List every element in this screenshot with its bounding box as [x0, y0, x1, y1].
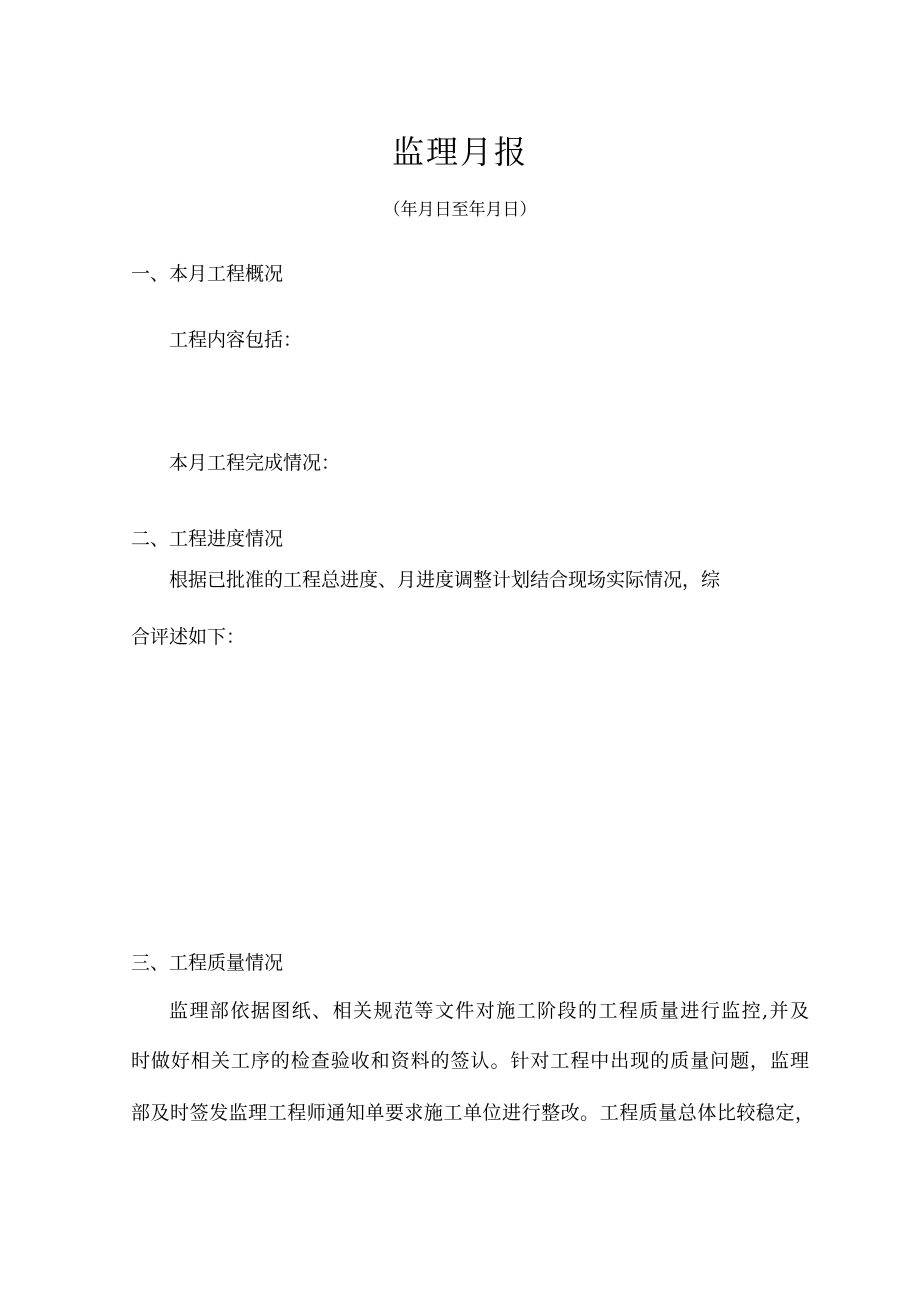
section3-paragraph-line2: 时做好相关工序的检查验收和资料的签认。针对工程中出现的质量问题，监理 — [131, 1050, 809, 1072]
section3-heading: 三、工程质量情况 — [131, 952, 284, 974]
project-content-label: 工程内容包括： — [169, 329, 303, 351]
monthly-completion-label: 本月工程完成情况： — [169, 452, 341, 474]
section3-paragraph-line1: 监理部依据图纸、相关规范等文件对施工阶段的工程质量进行监控,并及 — [169, 1000, 809, 1022]
section2-paragraph-line2: 合评述如下： — [131, 626, 246, 648]
section2-paragraph-line1: 根据已批准的工程总进度、月进度调整计划结合现场实际情况，综 — [169, 569, 721, 591]
section3-paragraph-line3: 部及时签发监理工程师通知单要求施工单位进行整改。工程质量总体比较稳定， — [131, 1102, 814, 1124]
section1-heading: 一、本月工程概况 — [131, 263, 284, 285]
date-range: （年月日至年月日） — [383, 200, 537, 220]
section2-heading: 二、工程进度情况 — [131, 528, 284, 550]
document-title: 监理月报 — [391, 133, 528, 171]
